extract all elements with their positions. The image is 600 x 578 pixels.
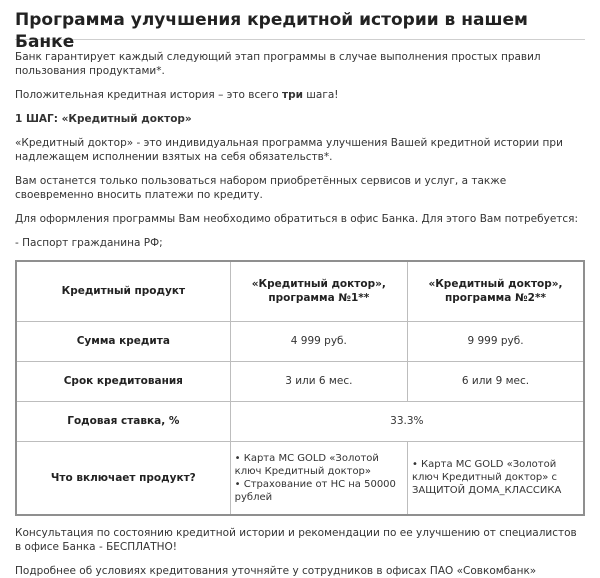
consultation-paragraph: Консультация по состоянию кредитной истории и рекомендации по ее улучшению от специалистов в офисе Банка - БЕСПЛАТНО! (15, 527, 577, 553)
title-divider (15, 39, 585, 40)
services-paragraph: Вам останется только пользоваться набором приобретённых сервисов и услуг, а также своевременно вносить платежи по кредиту. (15, 175, 507, 201)
table-header-row (16, 261, 584, 321)
table-row (16, 401, 584, 441)
sum-label: Сумма кредита (16, 321, 230, 361)
steps-text-before: Положительная кредитная история – это всего (15, 89, 282, 101)
includes-program-1 (230, 441, 407, 515)
includes-program-2 (407, 441, 584, 515)
details-paragraph: Подробнее об условиях кредитования уточняйте у сотрудников в офисах ПАО «Совкомбанк» (15, 565, 537, 577)
list-item: • Карта МС GOLD «Золотой ключ Кредитный доктор» (234, 452, 379, 477)
rate-label: Годовая ставка, % (16, 401, 230, 441)
step1-title: 1 ШАГ: «Кредитный доктор» (15, 113, 192, 125)
header-product-label: Кредитный продукт (16, 261, 230, 321)
passport-requirement: - Паспорт гражданина РФ; (15, 237, 163, 249)
term-program-1: 3 или 6 мес. (230, 361, 407, 401)
term-label: Срок кредитования (16, 361, 230, 401)
rate-value: 33.3% (230, 401, 584, 441)
product-table (15, 260, 585, 516)
sum-program-1: 4 999 руб. (230, 321, 407, 361)
table-row (16, 441, 584, 515)
page-title: Программа улучшения кредитной истории в нашем Банке (15, 10, 528, 52)
intro-paragraph: Банк гарантирует каждый следующий этап программы в случае выполнения простых правил пользования продуктами*. (15, 51, 541, 77)
office-paragraph: Для оформления программы Вам необходимо обратиться в офис Банка. Для этого Вам потребуется: (15, 213, 579, 225)
steps-count: три (282, 89, 303, 101)
includes-label: Что включает продукт? (16, 441, 230, 515)
list-item: • Карта МС GOLD «Золотой ключ Кредитный доктор» с ЗАЩИТОЙ ДОМА_КЛАССИКА (411, 459, 562, 497)
sum-program-2: 9 999 руб. (407, 321, 584, 361)
list-item: • Страхование от НС на 50000 рублей (234, 478, 396, 503)
header-program-1: «Кредитный доктор», программа №1** (230, 261, 407, 321)
header-program-2: «Кредитный доктор», программа №2** (407, 261, 584, 321)
step1-description: «Кредитный доктор» - это индивидуальная программа улучшения Вашей кредитной истории при надлежащем исполнении взятых на себя обязательств*. (15, 137, 563, 163)
steps-text-after: шага! (302, 89, 339, 101)
steps-paragraph (15, 88, 585, 102)
table-row (16, 321, 584, 361)
table-row (16, 361, 584, 401)
term-program-2: 6 или 9 мес. (407, 361, 584, 401)
